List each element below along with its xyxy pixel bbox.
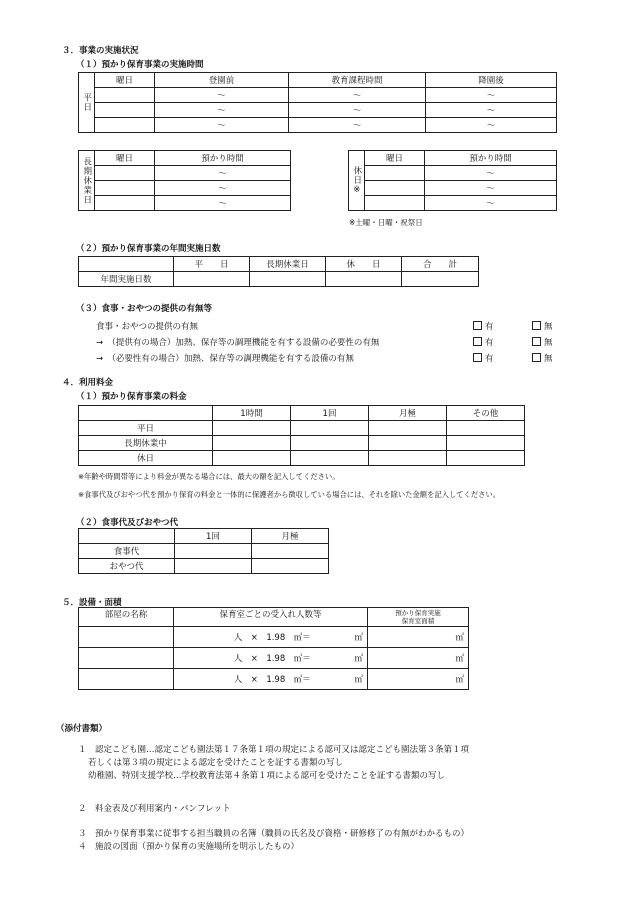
col-after: 降園後 (426, 73, 557, 88)
attachment-item-3: ３ 預かり保育事業に従事する担当職員の名簿（職員の氏名及び資格・研修修了の有無がわかるもの） (78, 829, 470, 839)
col-day: 曜日 (95, 151, 155, 166)
meal-fee-table (78, 528, 329, 574)
no-label: 無 (544, 354, 553, 364)
meal-provision-question: 食事・おやつの提供の有無 (96, 322, 199, 332)
col-other: その他 (447, 406, 525, 421)
meal-fee-corner (79, 529, 175, 544)
fee-note-1: ※年齢や時間帯等により料金が異なる場合には、最大の額を記入してください。 (78, 472, 340, 481)
subsection-4-2-title: （２）食事代及びおやつ代 (76, 518, 179, 528)
fee-cell[interactable] (291, 451, 369, 466)
time-cell[interactable]: 〜 (155, 196, 291, 211)
day-cell[interactable] (95, 166, 155, 181)
cooking-need-question: → （提供有の場合）加熱、保存等の調理機能を有する設備の必要性の有無 (96, 338, 380, 348)
attachments-title: （添付書類） (56, 724, 108, 734)
facility-table (78, 607, 469, 690)
hours-long-holiday-table (78, 150, 291, 211)
checkbox[interactable] (532, 353, 541, 362)
meal-fee-cell[interactable] (175, 559, 252, 574)
col-long-holiday: 長期休業日 (250, 257, 326, 272)
fee-cell[interactable] (447, 421, 525, 436)
yes-option[interactable] (473, 320, 494, 332)
fee-corner (79, 406, 213, 421)
fee-cell[interactable] (213, 421, 291, 436)
time-cell[interactable]: 〜 (426, 88, 557, 103)
capacity-cell[interactable] (174, 648, 368, 669)
attachment-item-1-cont: 若しくは第３項の規定による認定を受けたことを証する書類の写し (88, 758, 344, 768)
fee-note-2: ※食事代及びおやつ代を預かり保育の料金と一体的に保護者から徴収している場合には、それを除いた金額を記入してください。 (78, 490, 501, 499)
weekday-side-label: 平日 (79, 73, 95, 133)
time-cell[interactable]: 〜 (155, 118, 289, 133)
subsection-3-1-title: （１）預かり保育事業の実施時間 (76, 60, 204, 70)
capacity-cell[interactable] (174, 627, 368, 648)
fee-cell[interactable] (369, 436, 447, 451)
no-label: 無 (544, 322, 553, 332)
col-area-line-1: 預かり保育実施 (395, 609, 441, 617)
day-cell[interactable] (365, 181, 425, 196)
area-unit: ㎡ (354, 654, 363, 664)
checkbox[interactable] (473, 353, 482, 362)
area-cell[interactable]: ㎡ (368, 627, 469, 648)
fee-cell[interactable] (291, 436, 369, 451)
time-cell[interactable]: 〜 (155, 103, 289, 118)
time-cell[interactable]: 〜 (155, 166, 291, 181)
holiday-note: ※土曜・日曜・祝祭日 (349, 218, 423, 227)
meal-fee-row-label: おやつ代 (79, 559, 175, 574)
checkbox[interactable] (532, 337, 541, 346)
col-weekday: 平 日 (174, 257, 250, 272)
col-once: 1回 (175, 529, 252, 544)
time-cell[interactable]: 〜 (425, 196, 557, 211)
checkbox[interactable] (473, 321, 482, 330)
meal-fee-cell[interactable] (252, 559, 329, 574)
room-name-cell[interactable] (79, 669, 174, 690)
days-cell[interactable] (174, 272, 250, 287)
fee-cell[interactable] (447, 436, 525, 451)
attachment-item-4: ４ 施設の図面（預かり保育の実施場所を明示したもの） (78, 842, 300, 852)
capacity-formula: 人 × 1.98 ㎡＝ (233, 633, 311, 643)
no-option[interactable] (532, 336, 553, 348)
time-cell[interactable]: 〜 (289, 118, 426, 133)
attachment-item-1-school: 幼稚園、特別支援学校…学校教育法第４条第１項による認可を受けたことを証する書類の写し (88, 771, 446, 781)
area-unit: ㎡ (354, 633, 363, 643)
fee-cell[interactable] (369, 421, 447, 436)
time-cell[interactable]: 〜 (426, 103, 557, 118)
yes-option[interactable] (473, 352, 494, 364)
col-core: 教育課程時間 (289, 73, 426, 88)
holiday-side-label: 休日※ (349, 151, 365, 211)
yes-label: 有 (485, 322, 494, 332)
col-hours: 預かり時間 (425, 151, 557, 166)
subsection-3-3-title: （３）食事・おやつの提供の有無等 (76, 304, 213, 314)
meal-fee-row-label: 食事代 (79, 544, 175, 559)
area-cell[interactable]: ㎡ (368, 669, 469, 690)
long-holiday-side-label: 長期休業日 (79, 151, 95, 211)
col-monthly: 月極 (252, 529, 329, 544)
fee-row-label: 休日 (79, 451, 213, 466)
col-hour: 1時間 (213, 406, 291, 421)
capacity-formula: 人 × 1.98 ㎡＝ (233, 654, 311, 664)
room-name-cell[interactable] (79, 648, 174, 669)
day-cell[interactable] (365, 166, 425, 181)
col-total: 合 計 (402, 257, 479, 272)
fee-cell[interactable] (213, 451, 291, 466)
time-cell[interactable]: 〜 (425, 166, 557, 181)
attachment-item-2: ２ 料金表及び利用案内・パンフレット (78, 804, 231, 814)
subsection-4-1-title: （１）預かり保育事業の料金 (76, 392, 187, 402)
yes-label: 有 (485, 354, 494, 364)
time-cell[interactable]: 〜 (155, 88, 289, 103)
annual-days-label: 年間実施日数 (79, 272, 174, 287)
col-day: 曜日 (95, 73, 155, 88)
fee-cell[interactable] (447, 451, 525, 466)
fee-cell[interactable] (213, 436, 291, 451)
capacity-formula: 人 × 1.98 ㎡＝ (233, 675, 311, 685)
meal-fee-cell[interactable] (252, 544, 329, 559)
col-area-line-2: 保育室面積 (401, 617, 435, 625)
section-3-title: ３．事業の実施状況 (62, 46, 139, 56)
time-cell[interactable]: 〜 (289, 103, 426, 118)
day-cell[interactable] (95, 103, 155, 118)
col-holiday: 休 日 (326, 257, 402, 272)
no-label: 無 (544, 338, 553, 348)
fee-table (78, 405, 525, 466)
col-area (368, 608, 469, 627)
section-4-title: ４．利用料金 (62, 378, 114, 388)
hours-weekday-table (78, 72, 557, 133)
no-option[interactable] (532, 352, 553, 364)
fee-row-label: 長期休業中 (79, 436, 213, 451)
fee-row-label: 平日 (79, 421, 213, 436)
time-cell[interactable]: 〜 (426, 118, 557, 133)
col-capacity: 保育室ごとの受入れ人数等 (174, 608, 368, 627)
section-5-title: ５．設備・面積 (62, 598, 122, 608)
attachment-item-1: １ 認定こども園…認定こども園法第１７条第１項の規定による認可又は認定こども園法第３条第１項 (78, 745, 470, 755)
yes-option[interactable] (473, 336, 494, 348)
cooking-equipment-question: → （必要性有の場合）加熱、保存等の調理機能を有する設備の有無 (96, 354, 354, 364)
checkbox[interactable] (532, 321, 541, 330)
subsection-3-2-title: （２）預かり保育事業の年間実施日数 (76, 244, 221, 254)
yes-label: 有 (485, 338, 494, 348)
fee-cell[interactable] (291, 421, 369, 436)
day-cell[interactable] (95, 88, 155, 103)
col-before: 登園前 (155, 73, 289, 88)
capacity-cell[interactable] (174, 669, 368, 690)
time-cell[interactable]: 〜 (425, 181, 557, 196)
day-cell[interactable] (95, 181, 155, 196)
col-day: 曜日 (365, 151, 425, 166)
checkbox[interactable] (473, 337, 482, 346)
col-monthly: 月極 (369, 406, 447, 421)
fee-cell[interactable] (369, 451, 447, 466)
days-cell[interactable] (326, 272, 402, 287)
no-option[interactable] (532, 320, 553, 332)
days-cell[interactable] (250, 272, 326, 287)
day-cell[interactable] (365, 196, 425, 211)
annual-days-corner (79, 257, 174, 272)
area-unit: ㎡ (354, 675, 363, 685)
hours-holiday-table (348, 150, 557, 211)
annual-days-table (78, 256, 479, 287)
time-cell[interactable]: 〜 (155, 181, 291, 196)
room-name-cell[interactable] (79, 627, 174, 648)
day-cell[interactable] (95, 118, 155, 133)
time-cell[interactable]: 〜 (289, 88, 426, 103)
col-hours: 預かり時間 (155, 151, 291, 166)
area-cell[interactable]: ㎡ (368, 648, 469, 669)
col-room-name: 部屋の名称 (79, 608, 174, 627)
day-cell[interactable] (95, 196, 155, 211)
col-once: 1回 (291, 406, 369, 421)
meal-fee-cell[interactable] (175, 544, 252, 559)
days-cell[interactable] (402, 272, 479, 287)
